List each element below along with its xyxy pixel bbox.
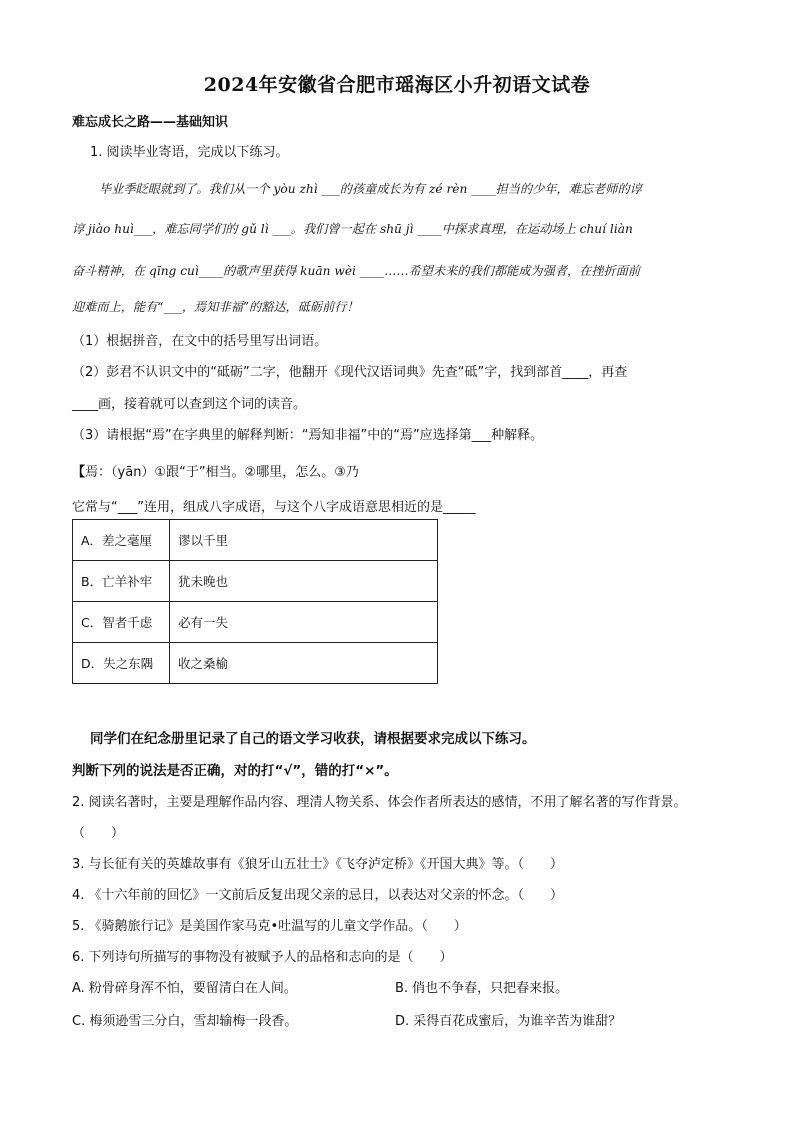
idiom-options-table <box>72 519 438 684</box>
section-heading: 难忘成长之路——基础知识 <box>72 115 229 130</box>
dictionary-entry <box>72 461 359 480</box>
dictionary-bracket: 【 <box>72 465 86 480</box>
question-6-option-b: B. 俏也不争春，只把春来报。 <box>395 981 569 996</box>
table-row <box>73 602 438 643</box>
question-6-option-d: D. 采得百花成蜜后，为谁辛苦为谁甜？ <box>395 1014 622 1029</box>
question-6-stem: 6. 下列诗句所描写的事物没有被赋予人的品格和志向的是（ ） <box>72 950 453 965</box>
subquestion-3: （3）请根据“焉”在字典里的解释判断：“焉知非福”中的“焉”应选择第___种解释。 <box>72 428 544 443</box>
page-title: 2024年安徽省合肥市瑶海区小升初语文试卷 <box>203 74 591 96</box>
judge-instruction: 判断下列的说法是否正确，对的打“√”，错的打“×”。 <box>72 763 398 779</box>
option-c-left: C．智者千虑 <box>73 602 170 643</box>
option-d-left: D．失之东隅 <box>73 643 170 684</box>
option-a-right: 谬以千里 <box>170 520 438 561</box>
subquestion-2-line-2: ____画，接着就可以查到这个词的读音。 <box>72 397 307 412</box>
table-row <box>73 561 438 602</box>
dictionary-definition: ：（yān）①跟“于”相当。②哪里，怎么。③乃 <box>98 465 359 480</box>
passage-line-2: 谆 jiào huì___，难忘同学们的 gǔ lì ___。我们曾一起在 shū jì ____中探求真理，在运动场上 chuí liàn <box>72 222 633 236</box>
table-row <box>73 643 438 684</box>
question-1-stem: 1. 阅读毕业寄语，完成以下练习。 <box>90 145 289 160</box>
option-d-right: 收之桑榆 <box>170 643 438 684</box>
idiom-question: 它常与“___”连用，组成八字成语，与这个八字成语意思相近的是_____ <box>72 500 476 515</box>
passage-line-4: 迎难而上，能有“___，焉知非福”的豁达，砥砺前行！ <box>72 300 359 314</box>
dictionary-char: 焉 <box>85 465 99 480</box>
passage-line-3: 奋斗精神，在 qīng cuì____的歌声里获得 kuān wèi ____……希望未来的我们都能成为强者，在挫折面前 <box>72 264 641 278</box>
question-2-answer-bracket: （ ） <box>72 826 125 841</box>
option-b-left: B．亡羊补牢 <box>73 561 170 602</box>
question-6-option-c: C. 梅须逊雪三分白，雪却输梅一段香。 <box>72 1014 298 1029</box>
question-6-option-a: A. 粉骨碎身浑不怕，要留清白在人间。 <box>72 981 297 996</box>
question-3: 3. 与长征有关的英雄故事有《狼牙山五壮士》《飞夺泸定桥》《开国大典》等。（ ） <box>72 857 564 872</box>
option-c-right: 必有一失 <box>170 602 438 643</box>
passage-line-1: 毕业季眨眼就到了。我们从一个 yòu zhì ___的孩童成长为有 zé rèn ____担当的少年，难忘老师的谆 <box>99 182 642 196</box>
subquestion-1: （1）根据拼音，在文中的括号里写出词语。 <box>72 334 328 349</box>
option-b-right: 犹未晚也 <box>170 561 438 602</box>
table-row <box>73 520 438 561</box>
subquestion-2-line-1: （2）彭君不认识文中的“砥砺”二字，他翻开《现代汉语词典》先查“砥”字，找到部首____，再查 <box>72 365 628 380</box>
question-2: 2. 阅读名著时，主要是理解作品内容、理清人物关系、体会作者所表达的感情，不用了解名著的写作背景。 <box>72 795 687 810</box>
group-intro: 同学们在纪念册里记录了自己的语文学习收获，请根据要求完成以下练习。 <box>90 731 536 747</box>
question-4: 4. 《十六年前的回忆》一文前后反复出现父亲的忌日，以表达对父亲的怀念。（ ） <box>72 888 564 903</box>
option-a-left: A．差之毫厘 <box>73 520 170 561</box>
question-5: 5. 《骑鹅旅行记》是美国作家马克•吐温写的儿童文学作品。（ ） <box>72 919 467 934</box>
